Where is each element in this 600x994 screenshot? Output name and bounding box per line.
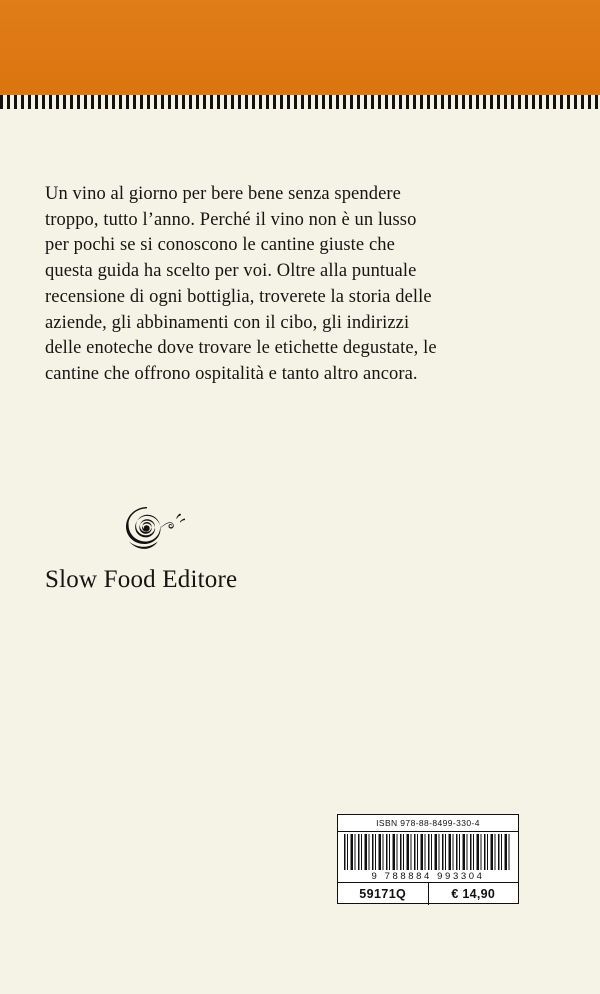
top-orange-band [0,0,600,95]
barcode-block [337,814,519,904]
snail-icon [123,505,185,551]
top-orange-band-fill [0,0,600,95]
dashed-separator-strip [0,95,600,109]
blurb-paragraph: Un vino al giorno per bere bene senza spendere troppo, tutto l’anno. Perché il vino non è un lusso per pochi se si conoscono le cantine giuste che questa guida ha scelto per voi. Oltre alla puntuale recensione di ogni bottiglia, troverete la storia delle aziende, gli abbinamenti con il cibo, gli indirizzi delle enoteche dove trovare le etichette degustate, le cantine che offrono ospitalità e tanto altro ancora. [45,184,437,384]
price-label: € 14,90 [451,887,496,901]
blurb-text [45,182,445,388]
barcode-digits: 9 788884 993304 [371,871,485,882]
barcode-bars-graphic [344,834,512,870]
barcode-bottom-row [338,882,518,905]
publisher-name: Slow Food Editore [45,566,238,593]
product-code: 59171Q [338,883,429,905]
isbn-label: ISBN 978-88-8499-330-4 [338,815,518,832]
publisher-block [45,505,365,595]
barcode-bars [338,832,518,882]
